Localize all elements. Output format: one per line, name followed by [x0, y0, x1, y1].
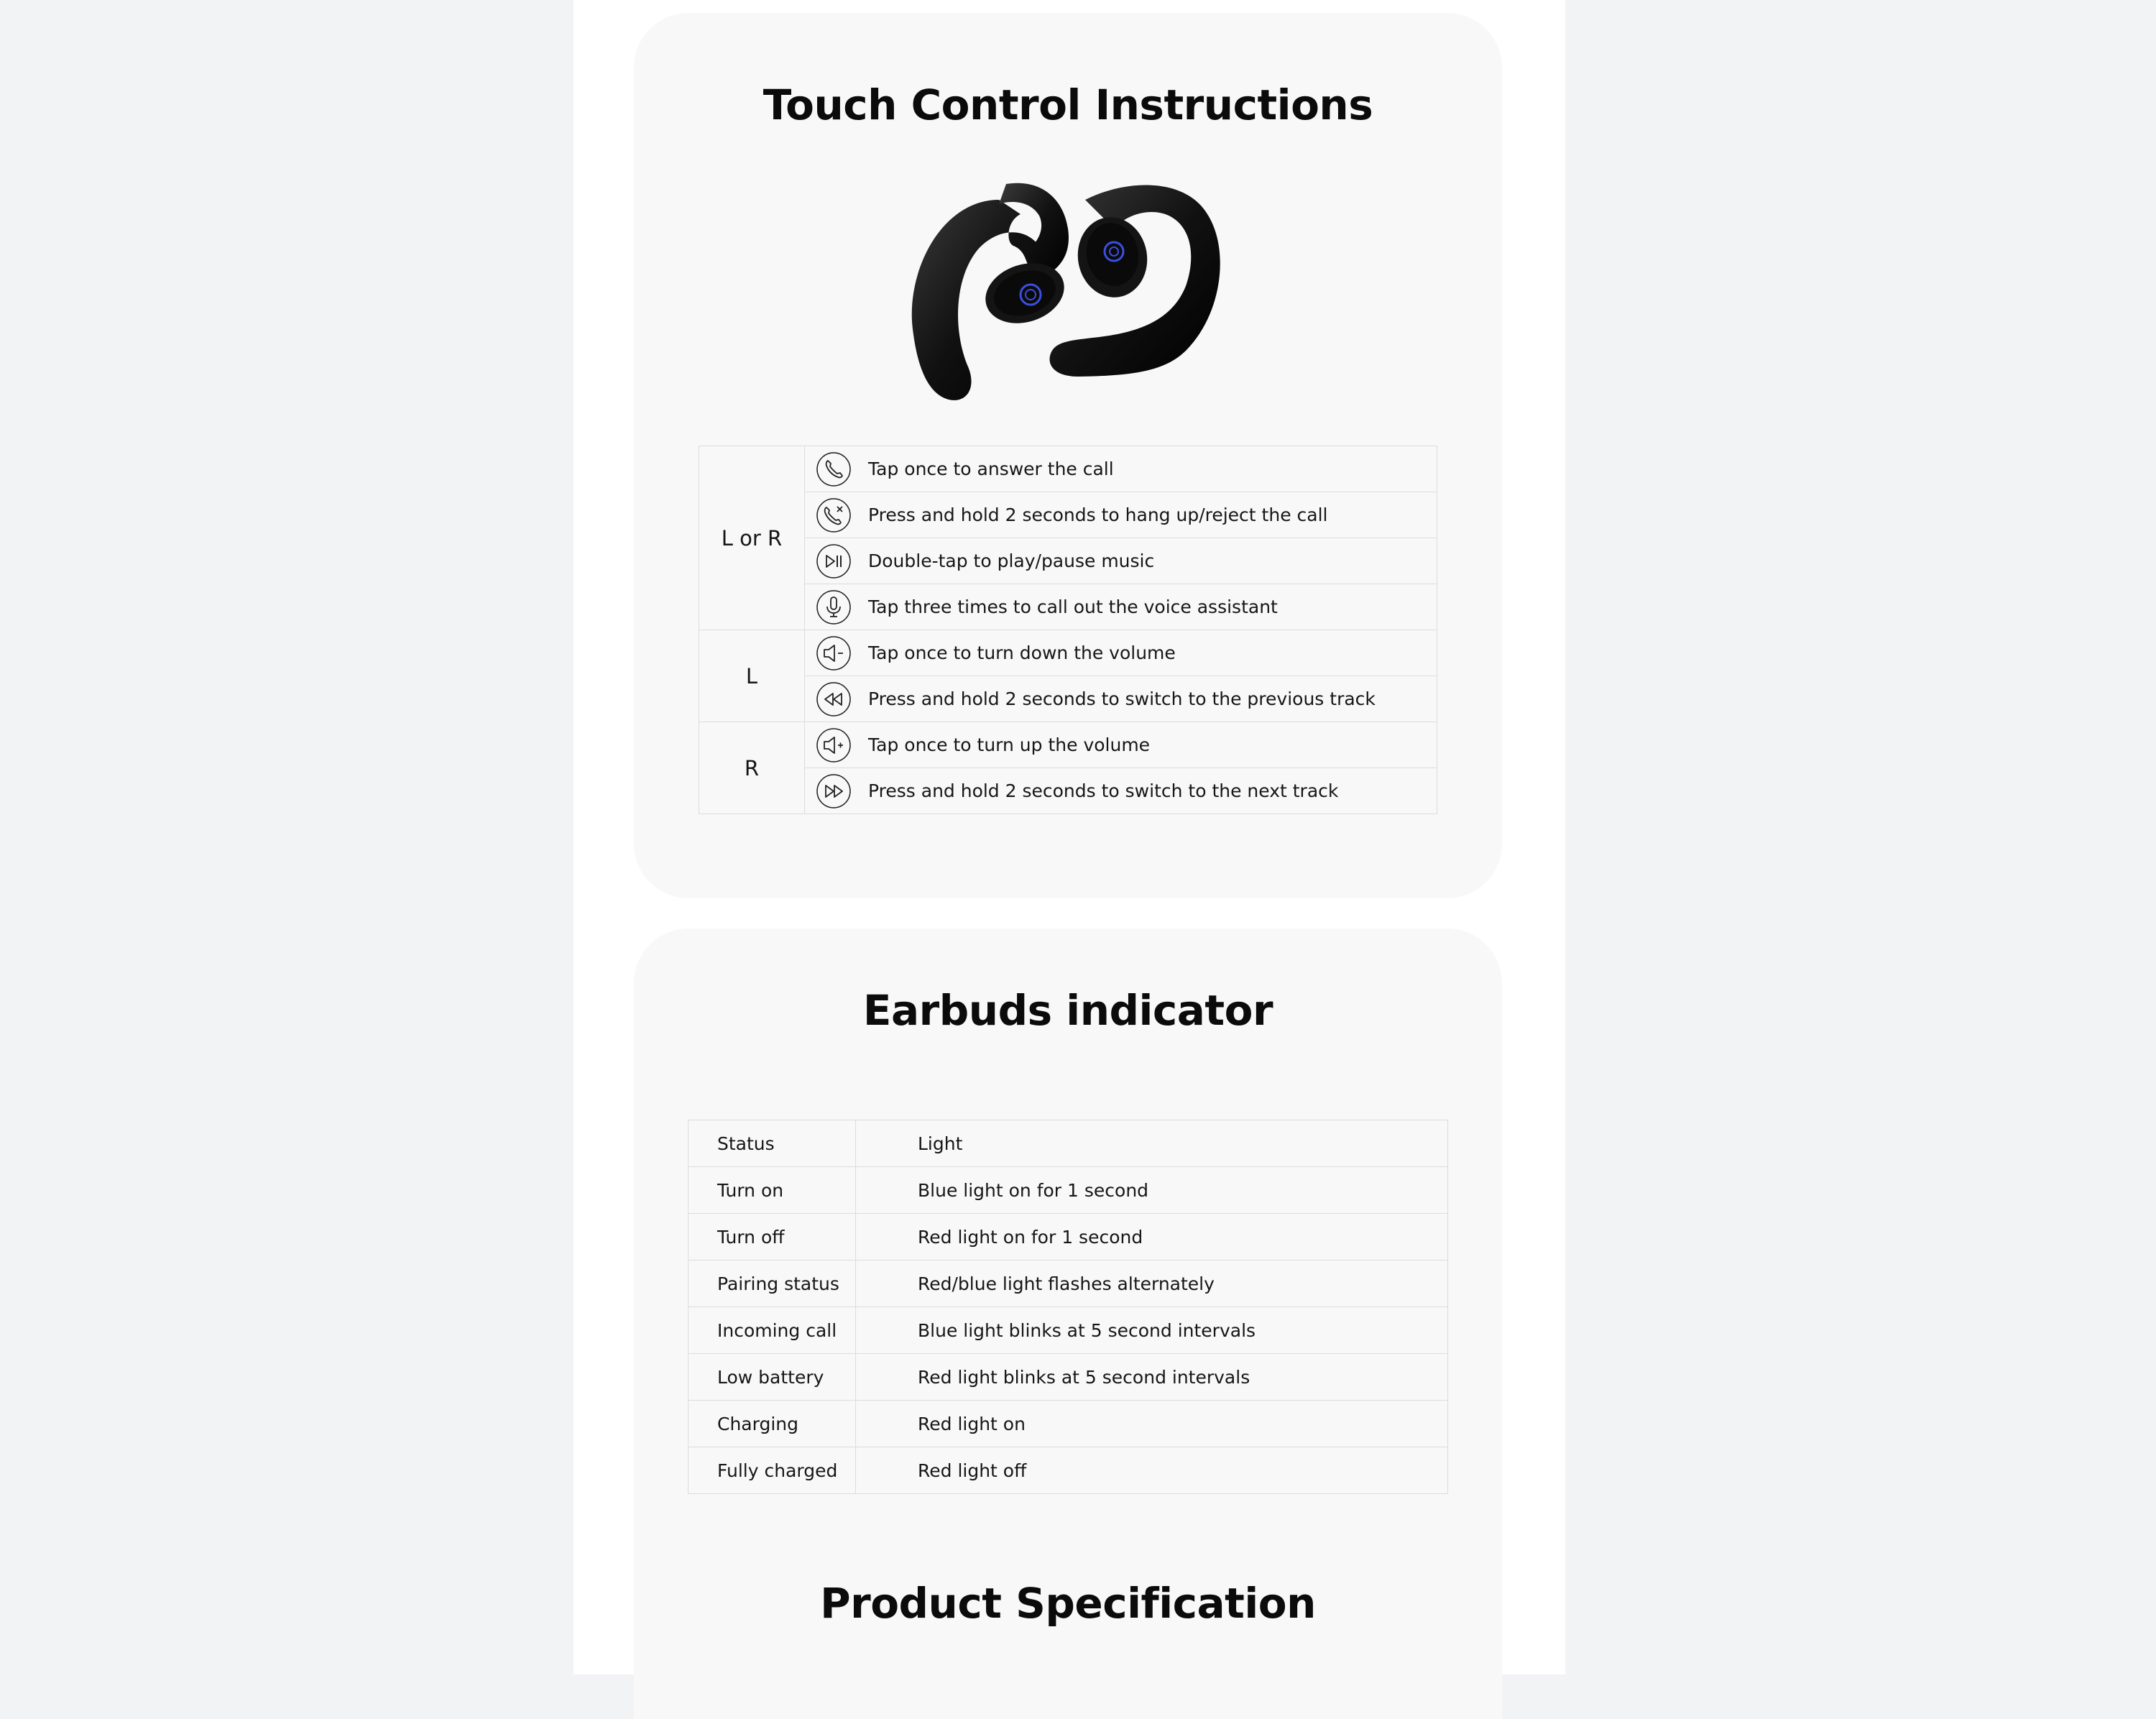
touch-instruction-text: Press and hold 2 seconds to hang up/reject the call	[862, 492, 1437, 538]
phone-hangup-icon	[816, 497, 852, 533]
light-cell: Blue light on for 1 second	[856, 1167, 1448, 1214]
touch-row	[699, 446, 1437, 492]
touch-row	[699, 676, 1437, 722]
table-row	[688, 1261, 1448, 1307]
rewind-icon	[816, 681, 852, 717]
touch-row	[699, 768, 1437, 814]
phone-answer-icon	[816, 451, 852, 487]
touch-instruction-text: Press and hold 2 seconds to switch to the next track	[862, 768, 1437, 814]
touch-row	[699, 630, 1437, 676]
status-cell: Pairing status	[688, 1261, 856, 1307]
touch-control-title: Touch Control Instructions	[763, 80, 1373, 129]
status-cell: Fully charged	[688, 1447, 856, 1494]
indicator-table	[688, 1120, 1448, 1494]
light-cell: Red light on for 1 second	[856, 1214, 1448, 1261]
table-row	[688, 1167, 1448, 1214]
volume-down-icon	[816, 635, 852, 671]
status-column-header: Status	[688, 1120, 856, 1167]
touch-control-table	[699, 446, 1437, 814]
zone-label-r: R	[699, 722, 805, 814]
touch-row	[699, 722, 1437, 768]
table-row	[688, 1401, 1448, 1447]
table-row	[688, 1214, 1448, 1261]
product-specification-title: Product Specification	[820, 1579, 1316, 1628]
table-row	[688, 1354, 1448, 1401]
touch-instruction-text: Double-tap to play/pause music	[862, 538, 1437, 584]
zone-label-l-or-r: L or R	[699, 446, 805, 630]
table-row	[688, 1307, 1448, 1354]
touch-instruction-text: Tap once to turn down the volume	[862, 630, 1437, 676]
status-cell: Turn off	[688, 1214, 856, 1261]
microphone-icon	[816, 589, 852, 625]
touch-instruction-text: Tap three times to call out the voice assistant	[862, 584, 1437, 630]
play-pause-icon	[816, 543, 852, 579]
zone-label-l: L	[699, 630, 805, 722]
light-cell: Red light blinks at 5 second intervals	[856, 1354, 1448, 1401]
indicator-title: Earbuds indicator	[862, 986, 1273, 1035]
indicator-header-row	[688, 1120, 1448, 1167]
volume-up-icon	[816, 727, 852, 763]
indicator-card	[634, 928, 1502, 1719]
touch-control-card	[634, 13, 1502, 898]
light-cell: Red/blue light flashes alternately	[856, 1261, 1448, 1307]
touch-instruction-text: Press and hold 2 seconds to switch to the previous track	[862, 676, 1437, 722]
light-cell: Blue light blinks at 5 second intervals	[856, 1307, 1448, 1354]
light-column-header: Light	[856, 1120, 1448, 1167]
status-cell: Incoming call	[688, 1307, 856, 1354]
status-cell: Charging	[688, 1401, 856, 1447]
touch-instruction-text: Tap once to answer the call	[862, 446, 1437, 492]
light-cell: Red light on	[856, 1401, 1448, 1447]
touch-row	[699, 538, 1437, 584]
light-cell: Red light off	[856, 1447, 1448, 1494]
touch-row	[699, 492, 1437, 538]
touch-instruction-text: Tap once to turn up the volume	[862, 722, 1437, 768]
status-cell: Low battery	[688, 1354, 856, 1401]
status-cell: Turn on	[688, 1167, 856, 1214]
fast-forward-icon	[816, 773, 852, 809]
touch-row	[699, 584, 1437, 630]
earbuds-image	[898, 171, 1236, 415]
table-row	[688, 1447, 1448, 1494]
product-page	[573, 0, 1565, 1674]
